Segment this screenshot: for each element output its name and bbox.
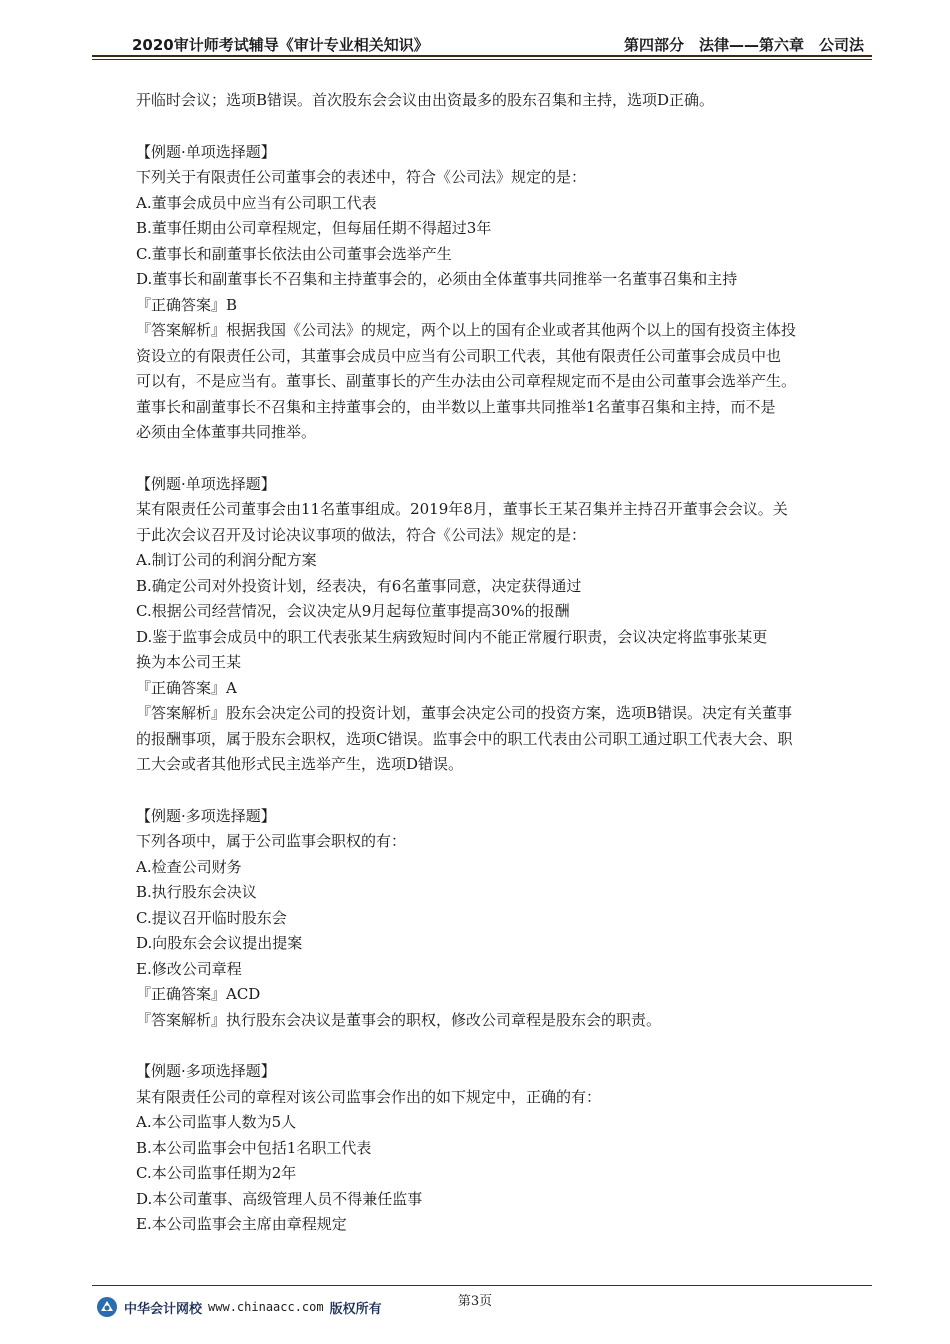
page-number: 第3页 (457, 1294, 493, 1309)
text-line: B.董事任期由公司章程规定，但每届任期不得超过3年 (136, 219, 492, 237)
text-line: A.检查公司财务 (136, 857, 242, 876)
text-line: D.向股东会会议提出提案 (136, 934, 303, 952)
text-line: E.本公司监事会主席由章程规定 (136, 1215, 347, 1233)
text-line: 必须由全体董事共同推举。 (136, 423, 317, 441)
brand-url[interactable]: www.chinaacc.com (208, 1300, 324, 1314)
text-line: A.制订公司的利润分配方案 (136, 551, 317, 569)
text-line: 『答案解析』根据我国《公司法》的规定，两个以上的国有企业或者其他两个以上的国有投资主体投 (136, 321, 797, 339)
text-line: 的报酬事项，属于股东会职权，选项C错误。监事会中的职工代表由公司职工通过职工代表大会、职 (136, 729, 793, 748)
text-line: 下列各项中，属于公司监事会职权的有： (136, 832, 407, 850)
question-heading: 【例题·单项选择题】 (136, 474, 276, 493)
text-line: D.鉴于监事会成员中的职工代表张某生病致短时间内不能正常履行职责，会议决定将监事张某更 (136, 627, 768, 646)
text-line: E.修改公司章程 (136, 959, 242, 978)
text-line: 可以有，不是应当有。董事长、副董事长的产生办法由公司章程规定而不是由公司董事会选举产生。 (136, 372, 797, 390)
text-line: 『答案解析』股东会决定公司的投资计划，董事会决定公司的投资方案，选项B错误。决定有关董事 (136, 704, 793, 722)
question-heading: 【例题·多项选择题】 (136, 806, 276, 825)
text-line: D.本公司董事、高级管理人员不得兼任监事 (136, 1189, 423, 1208)
document-body (136, 88, 856, 1238)
blank-line (136, 1033, 856, 1059)
header-rule-thin (92, 59, 872, 60)
brand-name: 中华会计网校 (124, 1301, 203, 1317)
footer-brand (96, 1296, 382, 1318)
text-line: 工大会或者其他形式民主选举产生，选项D错误。 (136, 755, 464, 773)
text-line: 于此次会议召开及讨论决议事项的做法，符合《公司法》规定的是： (136, 525, 587, 544)
header-title: 2020审计师考试辅导《审计专业相关知识》 (132, 36, 429, 54)
blank-line (136, 446, 856, 472)
text-line: 『正确答案』A (136, 678, 237, 697)
chinaacc-logo-icon (96, 1296, 118, 1318)
footer-rule (92, 1285, 872, 1286)
text-line: 下列关于有限责任公司董事会的表述中，符合《公司法》规定的是： (136, 168, 587, 186)
text-line: C.董事长和副董事长依法由公司董事会选举产生 (136, 244, 452, 263)
text-line: 某有限责任公司董事会由11名董事组成。2019年8月，董事长王某召集并主持召开董事会会议。关 (136, 500, 788, 518)
text-line: 换为本公司王某 (136, 653, 242, 671)
header-chapter: 第四部分 法律——第六章 公司法 (623, 36, 864, 54)
text-line: B.本公司监事会中包括1名职工代表 (136, 1138, 372, 1157)
question-heading: 【例题·多项选择题】 (136, 1062, 276, 1080)
text-line: 某有限责任公司的章程对该公司监事会作出的如下规定中，正确的有： (136, 1087, 602, 1106)
header-rule (92, 55, 872, 57)
text-line: 资设立的有限责任公司，其董事会成员中应当有公司职工代表，其他有限责任公司董事会成员中也 (136, 346, 782, 365)
blank-line (136, 114, 856, 140)
text-line: A.董事会成员中应当有公司职工代表 (136, 193, 377, 212)
text-line: C.本公司监事任期为2年 (136, 1164, 297, 1182)
text-line: 『答案解析』执行股东会决议是董事会的职权，修改公司章程是股东会的职责。 (136, 1010, 662, 1029)
copyright: 版权所有 (329, 1301, 382, 1317)
text-line: A.本公司监事人数为5人 (136, 1113, 297, 1131)
page-header (92, 30, 872, 56)
text-line: B.执行股东会决议 (136, 883, 257, 901)
text-line: D.董事长和副董事长不召集和主持董事会的，必须由全体董事共同推举一名董事召集和主持 (136, 270, 738, 288)
text-line: C.提议召开临时股东会 (136, 908, 287, 927)
text-line: 开临时会议；选项B错误。首次股东会会议由出资最多的股东召集和主持，选项D正确。 (136, 91, 715, 109)
text-line: 『正确答案』ACD (136, 985, 261, 1003)
text-line: 『正确答案』B (136, 295, 238, 314)
text-line: 董事长和副董事长不召集和主持董事会的，由半数以上董事共同推举1名董事召集和主持，而不是 (136, 397, 776, 416)
text-line: B.确定公司对外投资计划，经表决，有6名董事同意，决定获得通过 (136, 576, 582, 595)
question-heading: 【例题·单项选择题】 (136, 142, 276, 161)
text-line: C.根据公司经营情况，会议决定从9月起每位董事提高30%的报酬 (136, 602, 570, 620)
blank-line (136, 778, 856, 804)
